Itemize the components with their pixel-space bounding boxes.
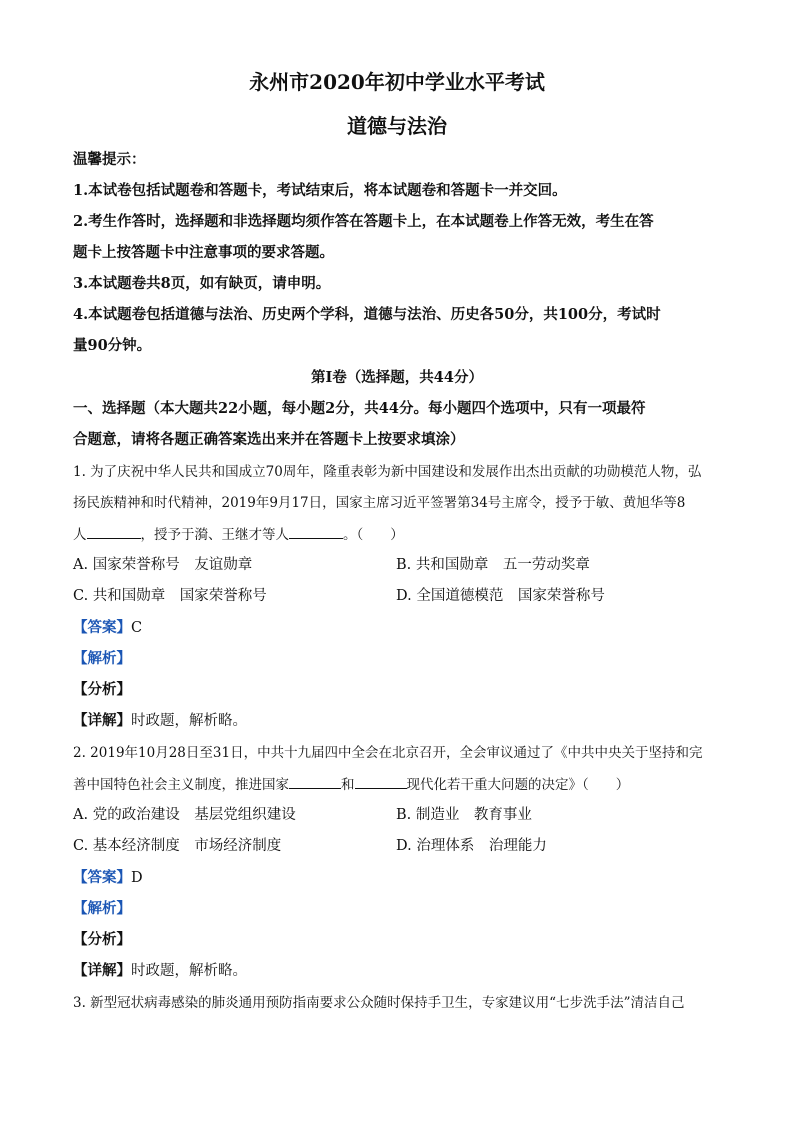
q2-fenxi-label: 【分析】 (73, 931, 131, 948)
q2-stem-a: 2. 2019年10月28日至31日，中共十九届四中全会在北京召开，全会审议通过了《中共中央关于坚持和完 (73, 745, 703, 761)
section-intro-b: 合题意，请将各题正确答案选出来并在答题卡上按要求填涂） (73, 431, 465, 448)
tip-4a: 4.本试题卷包括道德与法治、历史两个学科，道德与法治、历史各50分，共100分，考试时 (73, 306, 661, 323)
q1-stem-c: 人 ，授予于漪、王继才等人 。（ ） (73, 524, 404, 545)
answer-blank (355, 774, 407, 789)
section-heading: 第Ⅰ卷（选择题，共44分） (311, 369, 483, 386)
q3-stem-a: 3. 新型冠状病毒感染的肺炎通用预防指南要求公众随时保持手卫生，专家建议用“七步洗手法”清洁自己 (73, 995, 685, 1011)
q1-answer: 【答案】C (73, 619, 143, 636)
q2-stem-b: 善中国特色社会主义制度，推进国家 和 现代化若干重大问题的决定》（ ） (73, 774, 629, 795)
answer-blank (289, 774, 341, 789)
q2-answer: 【答案】D (73, 869, 143, 886)
tip-4b: 量90分钟。 (73, 337, 152, 354)
q1-stem-b: 扬民族精神和时代精神，2019年9月17日，国家主席习近平签署第34号主席令，授予于敏、黄旭华等8 (73, 495, 686, 511)
q2-option-c: C. 基本经济制度 市场经济制度 (73, 838, 282, 854)
tip-2a: 2.考生作答时，选择题和非选择题均须作答在答题卡上，在本试题卷上作答无效，考生在答 (73, 213, 654, 230)
q2-detail: 【详解】时政题，解析略。 (73, 962, 247, 979)
section-intro-a: 一、选择题（本大题共22小题，每小题2分，共44分。每小题四个选项中，只有一项最符 (73, 400, 646, 417)
answer-blank (87, 524, 141, 539)
q1-fenxi-label: 【分析】 (73, 681, 131, 698)
q2-option-d: D. 治理体系 治理能力 (396, 838, 547, 854)
q1-option-b: B. 共和国勋章 五一劳动奖章 (396, 557, 590, 573)
tips-heading: 温馨提示： (73, 151, 146, 168)
q2-analysis-label: 【解析】 (73, 900, 131, 917)
q2-option-a: A. 党的政治建设 基层党组织建设 (73, 807, 296, 823)
q1-stem-a: 1. 为了庆祝中华人民共和国成立70周年，隆重表彰为新中国建设和发展作出杰出贡献的功勋模范人物，弘 (73, 464, 702, 480)
tip-3: 3.本试题卷共8页，如有缺页，请申明。 (73, 275, 331, 292)
exam-title: 永州市2020年初中学业水平考试 (249, 70, 545, 94)
q1-detail: 【详解】时政题，解析略。 (73, 712, 247, 729)
tip-2b: 题卡上按答题卡中注意事项的要求答题。 (73, 244, 334, 261)
tip-1: 1.本试卷包括试题卷和答题卡，考试结束后，将本试题卷和答题卡一并交回。 (73, 182, 567, 199)
q1-option-d: D. 全国道德模范 国家荣誉称号 (396, 588, 605, 604)
subject-title: 道德与法治 (347, 114, 447, 138)
q2-option-b: B. 制造业 教育事业 (396, 807, 532, 823)
q1-option-c: C. 共和国勋章 国家荣誉称号 (73, 588, 267, 604)
answer-blank (289, 524, 343, 539)
q1-analysis-label: 【解析】 (73, 650, 131, 667)
q1-option-a: A. 国家荣誉称号 友谊勋章 (73, 557, 253, 573)
